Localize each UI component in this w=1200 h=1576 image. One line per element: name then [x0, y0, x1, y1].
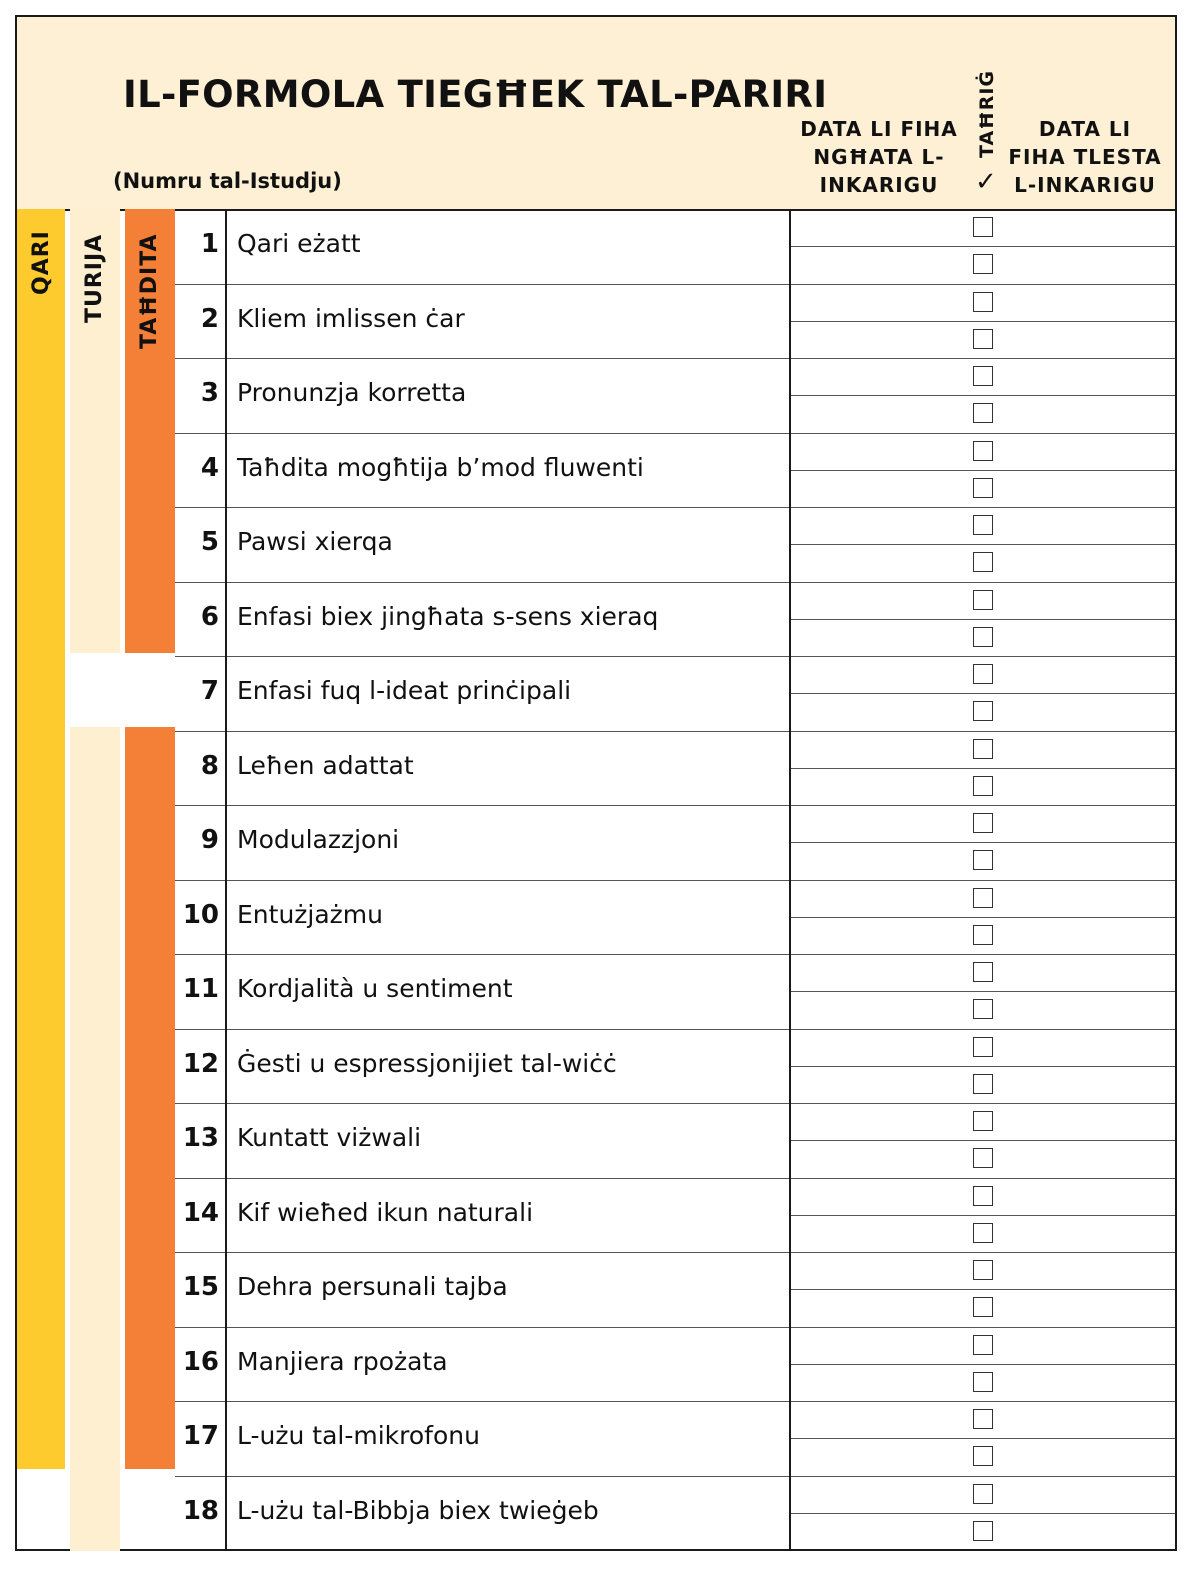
exercise-checkbox[interactable] [973, 999, 993, 1019]
exercise-checkbox[interactable] [973, 217, 993, 237]
exercise-checkbox[interactable] [973, 366, 993, 386]
row-divider [175, 582, 1175, 583]
row-half-divider [791, 1513, 1175, 1514]
row-divider [175, 1476, 1175, 1477]
criterion-label: Entużjażmu [237, 899, 383, 929]
criterion-label: Manjiera rpożata [237, 1346, 448, 1376]
row-divider [175, 1327, 1175, 1328]
criterion-row [175, 1327, 1175, 1402]
criterion-number: 12 [182, 1048, 219, 1079]
criterion-row [175, 880, 1175, 955]
exercise-checkbox[interactable] [973, 739, 993, 759]
row-half-divider [791, 470, 1175, 471]
criterion-row [175, 1178, 1175, 1253]
criterion-number: 3 [200, 378, 219, 408]
criterion-label: Kuntatt viżwali [237, 1123, 422, 1152]
form-header [17, 17, 1175, 211]
exercise-checkbox[interactable] [973, 478, 993, 498]
criterion-row [175, 1029, 1175, 1104]
criterion-row [175, 209, 1175, 284]
row-half-divider [791, 619, 1175, 620]
exercise-checkbox[interactable] [973, 664, 993, 684]
criterion-row [175, 358, 1175, 433]
criterion-label: Pronunzja korretta [237, 378, 467, 407]
row-divider [175, 433, 1175, 434]
exercise-checkbox[interactable] [973, 850, 993, 870]
criterion-label: Modulazzjoni [237, 825, 400, 854]
row-half-divider [791, 1289, 1175, 1290]
form-title: IL-FORMOLA TIEGĦEK TAL-PARIRI [123, 73, 828, 116]
band-tahdita-top [125, 209, 175, 653]
row-divider [175, 805, 1175, 806]
band-turija-top [70, 209, 120, 653]
column-header-exercise [973, 69, 1001, 159]
criterion-label: Qari eżatt [237, 229, 361, 258]
exercise-checkbox[interactable] [973, 925, 993, 945]
criterion-label: L-użu tal-mikrofonu [237, 1421, 480, 1450]
criterion-number: 2 [200, 303, 219, 334]
study-number-label: (Numru tal-Istudju) [113, 169, 342, 193]
row-divider [175, 731, 1175, 732]
criterion-row [175, 1401, 1175, 1476]
exercise-checkbox[interactable] [973, 1148, 993, 1168]
exercise-checkbox[interactable] [973, 292, 993, 312]
exercise-checkbox[interactable] [973, 813, 993, 833]
exercise-checkbox[interactable] [973, 1409, 993, 1429]
criterion-number: 9 [200, 825, 219, 855]
exercise-checkbox[interactable] [973, 1037, 993, 1057]
criterion-number: 14 [182, 1197, 219, 1228]
exercise-checkbox[interactable] [973, 1297, 993, 1317]
data-divider [789, 209, 791, 1551]
row-half-divider [791, 544, 1175, 545]
row-half-divider [791, 1364, 1175, 1365]
criterion-row [175, 433, 1175, 508]
column-header-date-completed: DATA LI FIHA TLESTA L-INKARIGU [1008, 117, 1162, 197]
number-divider [225, 209, 227, 1551]
row-half-divider [791, 768, 1175, 769]
band-qari [17, 209, 65, 1469]
criterion-row [175, 1476, 1175, 1551]
exercise-checkbox[interactable] [973, 1521, 993, 1541]
criterion-number: 1 [200, 229, 219, 259]
row-divider [175, 284, 1175, 285]
criterion-row [175, 507, 1175, 582]
row-divider [175, 1103, 1175, 1104]
criterion-number: 6 [200, 601, 219, 632]
row-divider [175, 507, 1175, 508]
criterion-label: Kif wieħed ikun naturali [237, 1197, 534, 1227]
criterion-number: 13 [182, 1123, 219, 1153]
row-half-divider [791, 1066, 1175, 1067]
criterion-number: 11 [182, 974, 219, 1004]
exercise-checkbox[interactable] [973, 590, 993, 610]
row-divider [175, 358, 1175, 359]
criterion-number: 5 [200, 527, 219, 557]
row-half-divider [791, 1140, 1175, 1141]
exercise-checkbox[interactable] [973, 515, 993, 535]
row-divider [175, 1029, 1175, 1030]
exercise-checkbox[interactable] [973, 627, 993, 647]
row-half-divider [791, 1215, 1175, 1216]
criterion-number: 4 [200, 452, 219, 483]
exercise-checkbox[interactable] [973, 962, 993, 982]
band-turija-label: TURIJA [82, 233, 107, 323]
criterion-row [175, 1252, 1175, 1327]
exercise-checkbox[interactable] [973, 776, 993, 796]
exercise-checkbox[interactable] [973, 1484, 993, 1504]
exercise-checkbox[interactable] [973, 441, 993, 461]
row-half-divider [791, 917, 1175, 918]
row-half-divider [791, 1438, 1175, 1439]
criterion-number: 15 [182, 1272, 219, 1302]
row-divider [175, 954, 1175, 955]
criterion-label: Dehra persunali tajba [237, 1272, 508, 1301]
criterion-label: Pawsi xierqa [237, 527, 393, 556]
criterion-label: Taħdita mogħtija b’mod fluwenti [237, 452, 644, 482]
band-tahdita-label: TAĦDITA [137, 233, 162, 349]
exercise-checkbox[interactable] [973, 888, 993, 908]
exercise-checkbox[interactable] [973, 1186, 993, 1206]
row-half-divider [791, 693, 1175, 694]
exercise-checkbox[interactable] [973, 1372, 993, 1392]
exercise-checkbox[interactable] [973, 403, 993, 423]
criterion-label: Kordjalità u sentiment [237, 974, 513, 1003]
exercise-checkbox[interactable] [973, 1446, 993, 1466]
criterion-label: Ġesti u espressjonijiet tal-wiċċ [237, 1048, 617, 1078]
criterion-label: Leħen adattat [237, 750, 414, 780]
check-mark-icon: ✓ [975, 167, 997, 197]
row-half-divider [791, 991, 1175, 992]
criterion-number: 17 [182, 1421, 219, 1451]
criterion-row [175, 582, 1175, 657]
criterion-number: 16 [182, 1346, 219, 1377]
row-half-divider [791, 321, 1175, 322]
exercise-checkbox[interactable] [973, 329, 993, 349]
exercise-checkbox[interactable] [973, 1260, 993, 1280]
criterion-row [175, 1103, 1175, 1178]
exercise-checkbox[interactable] [973, 552, 993, 572]
exercise-checkbox[interactable] [973, 1335, 993, 1355]
row-half-divider [791, 842, 1175, 843]
exercise-checkbox[interactable] [973, 701, 993, 721]
row-divider [175, 656, 1175, 657]
row-half-divider [791, 246, 1175, 247]
row-divider [175, 880, 1175, 881]
criterion-row [175, 954, 1175, 1029]
criterion-row [175, 731, 1175, 806]
exercise-checkbox[interactable] [973, 1223, 993, 1243]
criterion-number: 10 [182, 899, 219, 930]
criterion-row [175, 805, 1175, 880]
criterion-label: L-użu tal-Bibbja biex twieġeb [237, 1495, 599, 1525]
criterion-number: 8 [200, 750, 219, 781]
band-qari-label: QARI [29, 230, 54, 295]
exercise-checkbox[interactable] [973, 1074, 993, 1094]
row-half-divider [791, 395, 1175, 396]
exercise-checkbox[interactable] [973, 1111, 993, 1131]
column-header-date-assigned: DATA LI FIHA NGĦATA L-INKARIGU [800, 117, 958, 197]
row-divider [175, 1401, 1175, 1402]
criterion-label: Enfasi fuq l-ideat prinċipali [237, 676, 572, 705]
criterion-number: 7 [200, 676, 219, 706]
exercise-label: TAĦRIĠ [976, 70, 998, 158]
band-turija-bottom [70, 727, 120, 1551]
criterion-row [175, 656, 1175, 731]
criterion-row [175, 284, 1175, 359]
criterion-label: Enfasi biex jingħata s-sens xieraq [237, 601, 659, 631]
criterion-label: Kliem imlissen ċar [237, 303, 465, 333]
counsel-form [15, 15, 1177, 1551]
exercise-checkbox[interactable] [973, 254, 993, 274]
criterion-number: 18 [182, 1495, 219, 1526]
row-divider [175, 1178, 1175, 1179]
band-tahdita-bottom [125, 727, 175, 1469]
row-divider [175, 1252, 1175, 1253]
